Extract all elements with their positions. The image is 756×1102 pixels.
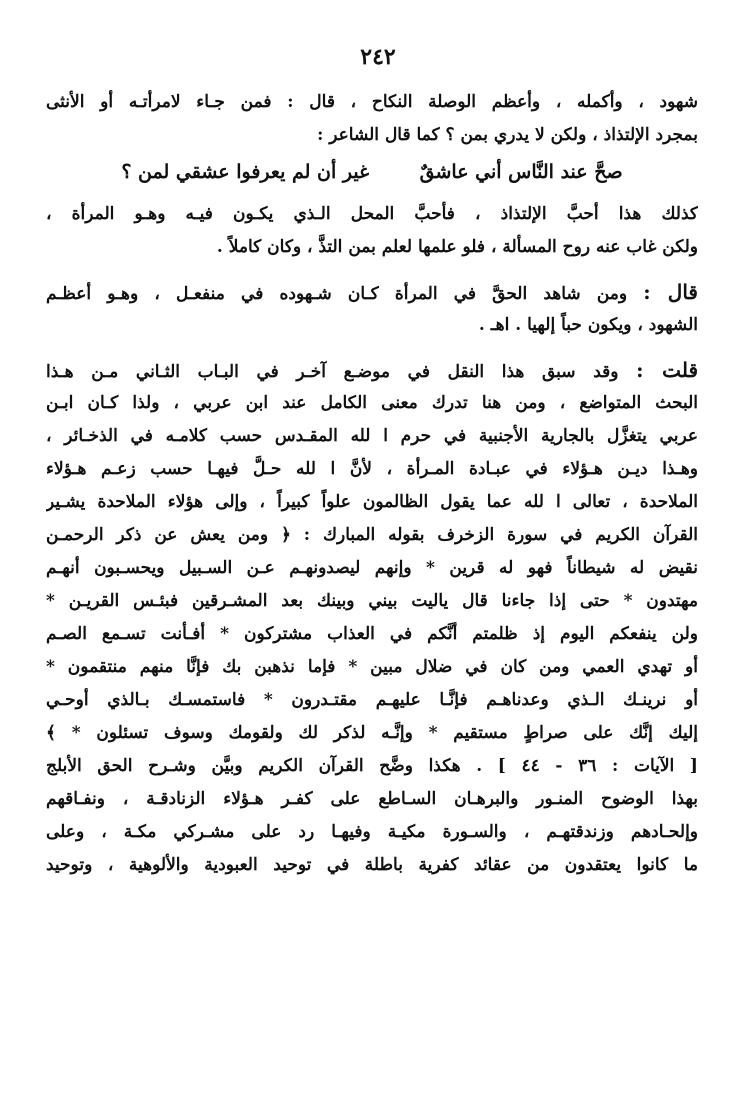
page-number: ٢٤٢ (360, 44, 396, 70)
verse-second-half: غير أن لم يعرفوا عشقي لمن ؟ (121, 161, 370, 183)
paragraph-gap (46, 342, 698, 354)
para4-line-10: أو تهدي العمي ومن كان في ضلال مبين * فإما نذهبن بك فإنَّا منهم منتقمون * (46, 657, 698, 677)
para4-line-11: أو نرينـك الـذي وعدناهـم فإنَّـا عليهـم مقتـدرون * فاستمسـك بـالذي أوحـي (46, 690, 698, 710)
para1-line-2: بمجرد الإلتذاذ ، ولكن لا يدري بمن ؟ كما قال الشاعر : (317, 125, 698, 145)
para4-line-3: عربي يتغزَّل بالجارية الأجنبية في حرم ا لله المقـدس حسب كلامـه في الذخـائر ، (46, 426, 698, 446)
para2-line-2: ولكن غاب عنه روح المسألة ، فلو علمها لعلم بمن التذَّ ، وكان كاملاً . (216, 237, 698, 257)
para4-line-8: مهتدون * حتى إذا جاءنا قال ياليت بيني وبينك بعد المشـرقين فبئـس القريـن * (46, 591, 698, 611)
poetry-verse (46, 152, 698, 198)
verse-first-half: صحَّ عند النَّاس أني عاشقٌ (419, 161, 623, 183)
para4-line-12: إليك إنَّك على صراطٍ مستقيم * وإنَّـه لذكر لك ولقومك وسوف تسئلون * ﴾ (46, 723, 698, 743)
para1-line-1: شهود ، وأكمله ، وأعظم الوصلة النكاح ، قال : فمن جـاء لامرأتـه أو الأنثى (46, 92, 698, 112)
para3-text-1: ومن شاهد الحقَّ في المرأة كـان شـهوده في منفعـل ، وهـو أعظـم (46, 284, 628, 304)
para4-line-5: الملاحدة ، تعالى ا لله عما يقول الظالمون علواً كبيراً ، وإلى هؤلاء الملاحدة يشـير (46, 492, 698, 512)
para4-line-9: ولن ينفعكم اليوم إذ ظلمتم أنَّكم في العذاب مشتركون * أفـأنت تسـمع الصـم (46, 624, 698, 644)
para3-line-2: الشهود ، ويكون حباً إلهيا . اهـ . (478, 315, 698, 335)
para4-line-2: البحث المتواضع ، ومن هنا تدرك معنى الكامل عند ابن عربي ، ولذا كـان ابـن (46, 393, 698, 413)
para4-text-1: وقد سبق هذا النقل في موضـع آخـر في البـاب الثـاني مـن هـذا (46, 362, 619, 382)
para4-line-1 (46, 354, 698, 387)
para4-line-15: وإلحـادهم وزندقتهـم ، والسـورة مكيـة وفيهـا رد على مشـركي مكـة ، وعلى (46, 822, 698, 842)
para4-line-13: [ الآيات : ٣٦ - ٤٤ ] . هكذا وضَّح القرآن الكريم وبيَّن وشـرح الحق الأبلج (46, 756, 698, 776)
qala-label: قال : (643, 280, 698, 304)
para4-line-14: بهذا الوضوح المنـور والبرهـان السـاطع على كفـر هـؤلاء الزنادقـة ، ونفـاقهم (46, 789, 698, 809)
para4-line-7: نقيض له شيطاناً فهو له قرين * وإنهم ليصدونهـم عـن السـبيل ويحسـبون أنهـم (46, 558, 698, 578)
page-body (46, 86, 698, 882)
para4-line-6: القرآن الكريم في سورة الزخرف بقوله المبارك : ﴿ ومن يعش عن ذكر الرحمـن (46, 525, 698, 545)
para4-line-16: ما كانوا يعتقدون من عقائد كفرية باطلة في توحيد العبودية والألوهية ، وتوحيد (46, 855, 698, 875)
para4-line-4: وهـذا ديـن هـؤلاء في عبـادة المـرأة ، لأنَّ ا لله حـلَّ فيهـا حسب زعـم هـؤلاء (46, 459, 698, 479)
para2-line-1: كذلك هذا أحبَّ الإلتذاذ ، فأحبَّ المحل الـذي يكـون فيـه وهـو المرأة ، (46, 204, 698, 224)
para3-line-1 (46, 276, 698, 309)
qultu-label: قلت : (636, 358, 698, 382)
paragraph-gap (46, 264, 698, 276)
